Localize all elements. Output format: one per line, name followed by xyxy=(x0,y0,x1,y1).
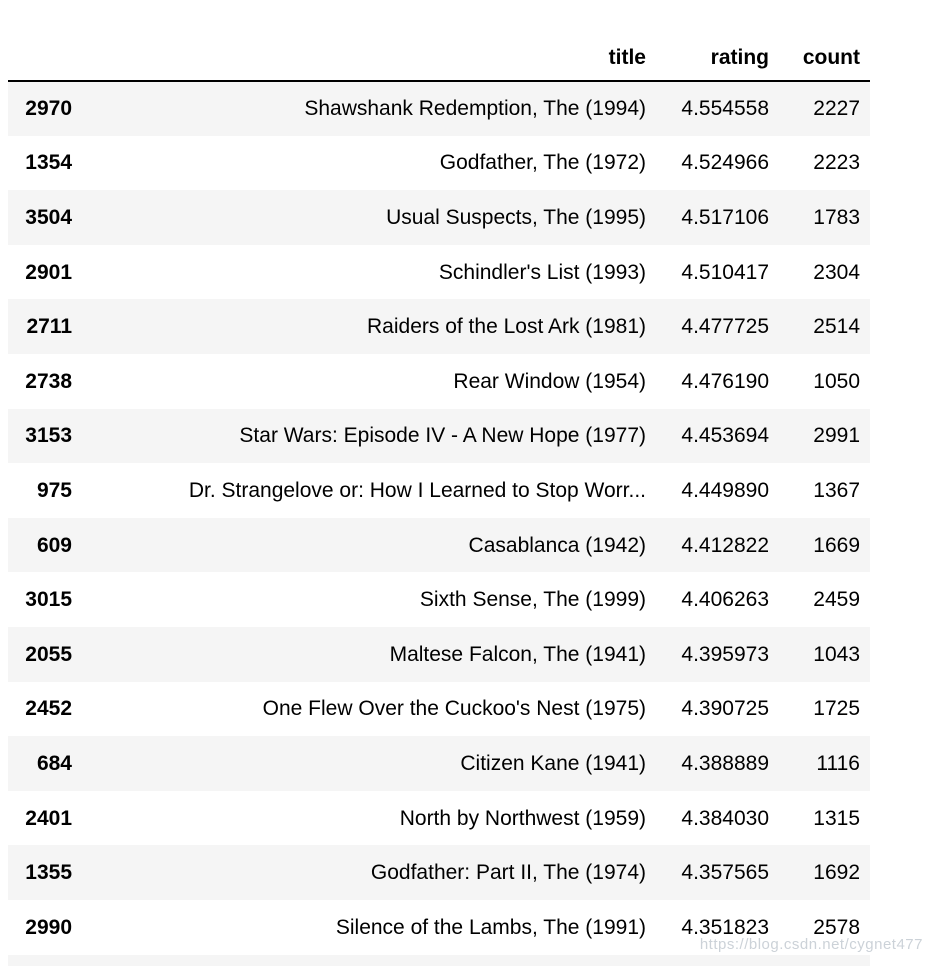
count-cell: 2459 xyxy=(813,588,860,612)
table-row xyxy=(8,791,870,846)
empty-cell xyxy=(773,955,870,966)
count-cell: 1669 xyxy=(813,533,860,557)
title-cell: Sixth Sense, The (1999) xyxy=(419,588,646,612)
table-row xyxy=(8,845,870,900)
table-row xyxy=(8,354,870,409)
table-row xyxy=(8,409,870,464)
index-column-header xyxy=(8,28,72,81)
rating-cell: 4.477725 xyxy=(681,315,769,339)
table-row xyxy=(8,81,870,136)
rating-cell: 4.554558 xyxy=(681,97,769,121)
title-cell: Shawshank Redemption, The (1994) xyxy=(304,97,646,121)
rating-cell: 4.510417 xyxy=(681,260,769,284)
count-cell: 1043 xyxy=(813,642,860,666)
table-body xyxy=(8,81,870,966)
title-cell: Silence of the Lambs, The (1991) xyxy=(335,915,646,939)
row-index-cell: 2901 xyxy=(25,260,72,284)
count-cell: 2991 xyxy=(813,424,860,448)
title-cell: Usual Suspects, The (1995) xyxy=(386,205,646,229)
table-row xyxy=(8,463,870,518)
rating-cell: 4.384030 xyxy=(681,806,769,830)
rating-cell: 4.406263 xyxy=(681,588,769,612)
row-index-cell: 2970 xyxy=(25,97,72,121)
row-index-cell: 2055 xyxy=(25,642,72,666)
count-cell: 2223 xyxy=(813,151,860,175)
row-index-cell: 2738 xyxy=(25,369,72,393)
row-index-cell: 3153 xyxy=(25,424,72,448)
count-cell: 1725 xyxy=(813,697,860,721)
watermark-text: https://blog.csdn.net/cygnet477 xyxy=(699,936,923,953)
rating-cell: 4.388889 xyxy=(681,751,769,775)
empty-cell xyxy=(8,955,72,966)
count-cell: 1116 xyxy=(816,751,860,775)
title-cell: Rear Window (1954) xyxy=(453,369,646,393)
table-row xyxy=(8,572,870,627)
empty-cell xyxy=(650,955,773,966)
row-index-cell: 2401 xyxy=(25,806,72,830)
rating-cell: 4.390725 xyxy=(681,697,769,721)
title-cell: Schindler's List (1993) xyxy=(438,260,646,284)
table-row xyxy=(8,245,870,300)
empty-cell xyxy=(72,955,650,966)
count-cell: 1315 xyxy=(813,806,860,830)
count-cell: 2578 xyxy=(813,915,860,939)
rating-column-header: rating xyxy=(650,28,773,81)
count-cell: 2304 xyxy=(813,260,860,284)
header-row xyxy=(8,28,870,81)
rating-cell: 4.412822 xyxy=(681,533,769,557)
row-index-cell: 609 xyxy=(36,533,72,557)
title-cell: Casablanca (1942) xyxy=(468,533,646,557)
count-cell: 1783 xyxy=(813,205,860,229)
rating-cell: 4.517106 xyxy=(681,205,769,229)
row-index-cell: 1354 xyxy=(25,151,72,175)
title-cell: One Flew Over the Cuckoo's Nest (1975) xyxy=(262,697,646,721)
title-cell: Godfather, The (1972) xyxy=(439,151,646,175)
row-index-cell: 2452 xyxy=(25,697,72,721)
rating-cell: 4.357565 xyxy=(681,861,769,885)
title-cell: Maltese Falcon, The (1941) xyxy=(389,642,646,666)
table-row xyxy=(8,136,870,191)
count-cell: 1050 xyxy=(813,369,860,393)
row-index-cell: 3504 xyxy=(25,205,72,229)
count-cell: 1692 xyxy=(813,861,860,885)
title-cell: Raiders of the Lost Ark (1981) xyxy=(367,315,646,339)
count-cell: 2514 xyxy=(813,315,860,339)
dataframe-table xyxy=(8,28,870,966)
rating-cell: 4.449890 xyxy=(681,478,769,502)
title-cell: Godfather: Part II, The (1974) xyxy=(370,861,646,885)
count-column-header: count xyxy=(773,28,870,81)
row-index-cell: 2990 xyxy=(25,915,72,939)
row-index-cell: 1355 xyxy=(25,861,72,885)
rating-cell: 4.524966 xyxy=(681,151,769,175)
rating-cell: 4.351823 xyxy=(681,915,769,939)
row-index-cell: 2711 xyxy=(26,315,72,339)
row-index-cell: 684 xyxy=(36,751,72,775)
table-row xyxy=(8,627,870,682)
table-row xyxy=(8,682,870,737)
table-row xyxy=(8,736,870,791)
count-cell: 2227 xyxy=(813,97,860,121)
rating-cell: 4.476190 xyxy=(681,369,769,393)
count-cell: 1367 xyxy=(813,478,860,502)
row-index-cell: 975 xyxy=(36,478,72,502)
title-column-header: title xyxy=(72,28,650,81)
table-row xyxy=(8,518,870,573)
rating-cell: 4.395973 xyxy=(681,642,769,666)
table-row xyxy=(8,299,870,354)
title-cell: Star Wars: Episode IV - A New Hope (1977) xyxy=(239,424,646,448)
title-cell: Dr. Strangelove or: How I Learned to Stop Worr... xyxy=(188,478,646,502)
title-cell: Citizen Kane (1941) xyxy=(460,751,646,775)
rating-cell: 4.453694 xyxy=(681,424,769,448)
table-row xyxy=(8,190,870,245)
partial-bottom-row xyxy=(8,955,870,966)
row-index-cell: 3015 xyxy=(25,588,72,612)
title-cell: North by Northwest (1959) xyxy=(399,806,646,830)
